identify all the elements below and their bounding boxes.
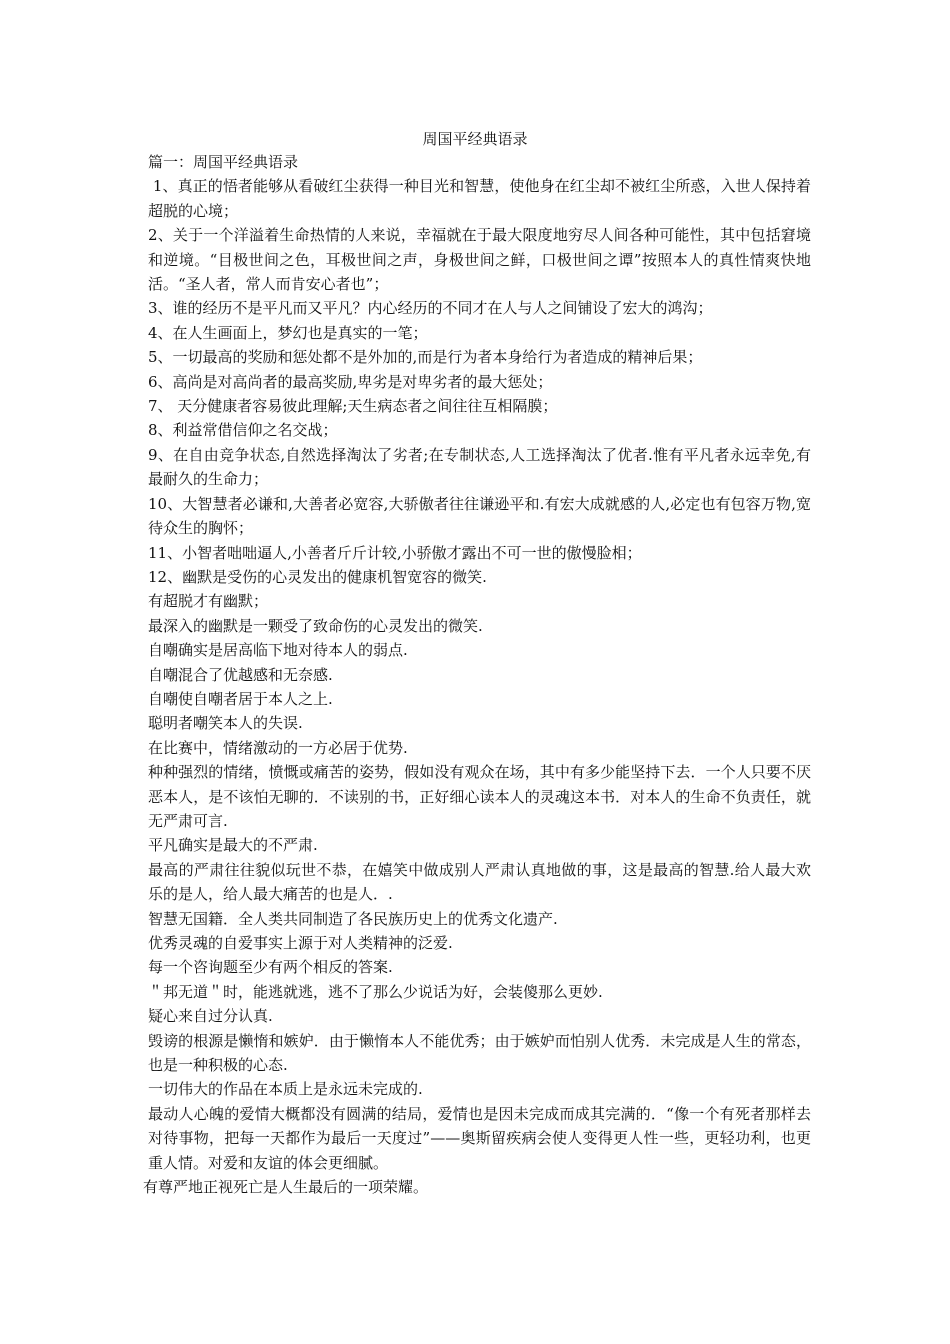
paragraph: 自嘲混合了优越感和无奈感. [148, 665, 333, 684]
document-title: 周国平经典语录 [422, 130, 528, 148]
paragraph: 疑心来自过分认真. [148, 1007, 273, 1026]
document-body [143, 150, 811, 1199]
paragraph: 最深入的幽默是一颗受了致命伤的心灵发出的微笑. [148, 616, 483, 635]
paragraph: ＂邦无道＂时，能逃就逃，逃不了那么少说话为好，会装傻那么更妙. [148, 982, 603, 1001]
paragraph: 自嘲确实是居高临下地对待本人的弱点. [148, 641, 408, 660]
paragraph: 智慧无国籍．全人类共同制造了各民族历史上的优秀文化遗产. [148, 909, 558, 928]
paragraph: 9、在自由竞争状态,自然选择淘汰了劣者;在专制状态,人工选择淘汰了优者.惟有平凡者永远幸免,有最耐久的生命力； [148, 445, 811, 489]
paragraph: 聪明者嘲笑本人的失误. [148, 714, 303, 733]
paragraph: 篇一：周国平经典语录 [148, 153, 299, 171]
paragraph: 有超脱才有幽默； [148, 592, 269, 611]
paragraph: 平凡确实是最大的不严肃. [148, 836, 318, 855]
paragraph: 3、谁的经历不是平凡而又平凡？内心经历的不同才在人与人之间铺设了宏大的鸿沟； [148, 299, 713, 318]
paragraph: 11、小智者咄咄逼人,小善者斤斤计较,小骄傲才露出不可一世的傲慢脸相； [148, 543, 642, 562]
paragraph: 一切伟大的作品在本质上是永远未完成的. [148, 1080, 423, 1099]
paragraph: 5、一切最高的奖励和惩处都不是外加的,而是行为者本身给行为者造成的精神后果； [148, 348, 703, 367]
paragraph: 优秀灵魂的自爱事实上源于对人类精神的泛爱. [148, 934, 453, 952]
paragraph: 1、真正的悟者能够从看破红尘获得一种目光和智慧，使他身在红尘却不被红尘所惑，入世人保持着超脱的心境； [148, 177, 811, 220]
paragraph: 在比赛中，情绪激动的一方必居于优势. [148, 738, 408, 757]
paragraph: 8、利益常借信仰之名交战； [148, 421, 338, 440]
paragraph: 最高的严肃往往貌似玩世不恭，在嬉笑中做成别人严肃认真地做的事，这是最高的智慧.给人最大欢乐的是人，给人最大痛苦的也是人．. [148, 860, 811, 904]
paragraph: 10、大智慧者必谦和,大善者必宽容,大骄傲者往往谦逊平和.有宏大成就感的人,必定也有包容万物,宽待众生的胸怀； [148, 494, 811, 538]
paragraph: 自嘲使自嘲者居于本人之上. [148, 689, 333, 708]
paragraph: 2、关于一个洋溢着生命热情的人来说，幸福就在于最大限度地穷尽人间各种可能性，其中包括窘境和逆境。“目极世间之色，耳极世间之声，身极世间之鲜，口极世间之谭”按照本人的真性情爽快地活。“圣人者，常人而肯安心者也”； [148, 226, 811, 294]
paragraph: 4、在人生画面上，梦幻也是真实的一笔； [148, 323, 428, 342]
paragraph: 种种强烈的情绪，愤慨或痛苦的姿势，假如没有观众在场，其中有多少能坚持下去．一个人只要不厌恶本人，是不该怕无聊的．不读别的书，正好细心读本人的灵魂这本书．对本人的生命不负责任，就无严肃可言. [148, 763, 811, 830]
paragraph: 7、 天分健康者容易彼此理解;天生病态者之间往往互相隔膜； [148, 397, 558, 416]
paragraph: 12、幽默是受伤的心灵发出的健康机智宽容的微笑. [148, 567, 487, 586]
paragraph: 6、高尚是对高尚者的最高奖励,卑劣是对卑劣者的最大惩处； [148, 372, 553, 391]
paragraph: 毁谤的根源是懒惰和嫉妒．由于懒惰本人不能优秀；由于嫉妒而怕别人优秀．未完成是人生的常态，也是一种积极的心态. [148, 1031, 811, 1075]
paragraph: 有尊严地正视死亡是人生最后的一项荣耀。 [143, 1178, 429, 1197]
paragraph: 最动人心魄的爱情大概都没有圆满的结局，爱情也是因未完成而成其完满的．“像一个有死者那样去对待事物，把每一天都作为最后一天度过”——奥斯留疾病会使人变得更人性一些，更轻功利，也更重人情。对爱和友谊的体会更细腻。 [148, 1104, 811, 1172]
paragraph: 每一个咨询题至少有两个相反的答案. [148, 958, 393, 977]
